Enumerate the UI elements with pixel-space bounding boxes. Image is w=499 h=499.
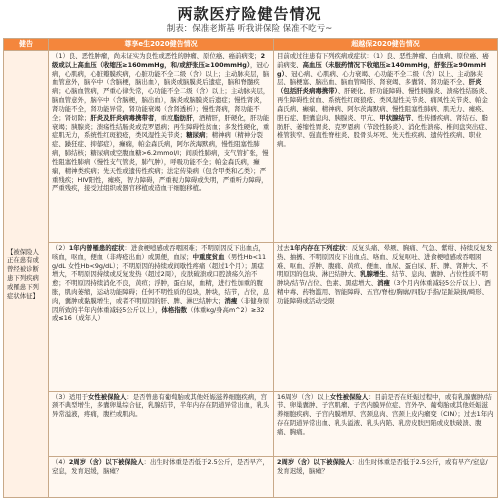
- highlight-text: 体格指数: [161, 305, 188, 314]
- page-subtitle: 制表：保准老斯基 听我讲保险 保准不吃亏~: [166, 24, 333, 34]
- body-text: ：是否曾患有葡萄胎或其他妊娠滋养细胞疾病，宫颈不典型增生，多囊卵巢综合征，乳腺结节，半年内存在阴道异常出血，乳头异常溢液，疼痛，腹栏或肌肉。: [52, 392, 270, 419]
- table-row: [4, 242, 498, 391]
- table-cell: [274, 51, 498, 243]
- cell-text: [277, 458, 494, 476]
- body-text: ，酒精肝，肝硬化，肝功能衰竭；胰腺炎；溃疡性结肠炎或克罗恩病；再生障碍性贫血；多发性硬化，重症肌无力，系统性红斑狼疮，类风湿性关节炎；: [52, 113, 270, 140]
- cell-text: [52, 52, 270, 193]
- health-disclosure-table: [3, 38, 498, 498]
- body-text: ，冠心病，心肌病，心脏瓣膜疾病，心脏功能不全二级（含）以上；主动脉夹层，脑血管意外，脑卒中（含脑梗，脑出血），脑炎或脑膜炎后遗症，脑和脊髓疾病；心脑血管病，严重心律失常，心功能不全二级（含）以上；主动脉夹层，脑血管意外，脑卒中（含脑梗，脑出血），脑炎或脑膜炎后遗症；慢性肾炎，肾功能不全，肾功能异常，肾功能衰竭（含肾透析）；慢性肾病，肾功能不全；肾切除；: [52, 60, 270, 122]
- body-text: ：目前是否在妊娠过程中，或有乳腺囊肿/结节、卵巢囊肿、子宫肌瘤、子宫内膜异位症、宫外孕、葡萄胎或其他妊娠滋养细胞疾病、子宫内膜增厚、宫颈息肉、宫颈上皮内瘤变（CIN）；过去1年内存在阴道异常出血、乳头溢液、乳头内陷、乳房皮肤凹陷或皮肤破溃、腹痛、胸痛。: [277, 392, 494, 436]
- table-cell: [49, 456, 274, 497]
- body-text: ：出生时体重是否低于2.5公斤，是否早产，窒息，发育迟缓，脑瘫？: [52, 457, 269, 475]
- body-text: （1）良、恶性肿瘤、白血病、原位癌、癌前病变、: [277, 52, 489, 69]
- body-text: ：进食梗噎感或吞咽困难；不明原因反下出血点，咳血，呕血，便血（非痔疮出血）或黑便，血尿；: [52, 243, 266, 261]
- body-text: 目前或过往患有下列疾病或症状：: [277, 52, 373, 60]
- table-row: [4, 391, 498, 456]
- column-header: 健告: [4, 39, 49, 51]
- highlight-text: 女性被保险人: [329, 392, 369, 401]
- cell-text: [52, 393, 270, 419]
- cell-text: [52, 458, 270, 476]
- cell-text: [277, 52, 494, 149]
- highlight-text: 2级或以上高血压（收缩压≥160mmHg，和/或舒张压≥100mmHg）: [52, 52, 266, 69]
- highlight-text: 脂肪肝: [173, 113, 193, 122]
- table-cell: [49, 242, 274, 391]
- body-text: （3个月内体重减轻5公斤以上）、酒精中毒、药物滥用、智能障碍、五官/脊柱/胸廓/四肢/手指/足趾缺损/畸形、功能障碍或活动受限: [277, 279, 491, 305]
- body-text: 过去: [277, 243, 290, 252]
- side-label: 【被保险人正在患有或曾经被诊断患下列疾病或罹患下列症状体征】: [7, 247, 39, 300]
- body-text: （2）: [52, 243, 69, 252]
- highlight-text: 高血压（未服药情况下收缩压≥140mmHg，舒张压≥90mmHg）: [277, 60, 487, 78]
- highlight-text: 消瘦: [377, 279, 390, 288]
- highlight-text: 1年内曾罹患的症状: [68, 243, 125, 252]
- highlight-text: 消瘦: [224, 296, 238, 305]
- highlight-text: 乳腺增生: [360, 270, 386, 279]
- table-cell: [274, 456, 498, 497]
- body-text: ；精神病（精神分裂症、躁狂症、抑郁症），癫痫，帕金森氏病，阿尔茨海默病，慢性阻塞性肺病，肺结核；糖尿病或空腹血糖>6.2mmol/l；间质性肺病，支气管扩张，慢性阻塞性肺病（慢性支气管炎，肺气肿），呼吸功能不全；帕金森氏病，癫痫，精神类疾病；先天性或遗传性疾病；法定传染病（包含甲类和乙类）；严重残疾；HIV阳性，瘫痪，智力障碍，严重视力障碍或失明，严重听力障碍，严重残疾，接受过组织或器官移植或造血干细胞移植。: [52, 131, 269, 193]
- body-text: 、肝硬化、肝功能障碍、慢性胰腺炎、溃疡性结肠炎、再生障碍性贫血、系统性红斑狼疮、类风湿性关节炎、痛风性关节炎、帕金森氏病、癫痫、精神病、阿尔茨海默病、慢性阻塞性肺病、肌无力、瘫痪、胆石症、胆囊息肉、胰腺炎、甲亢、: [277, 87, 492, 122]
- table-row: [4, 456, 498, 497]
- body-text: 、冠心病、心肌病、心力衰竭、心功能不全二级（含）以上、主动脉夹层、脑梗塞、脑出血、脑血管畸形、肾衰竭、多囊肾、肾功能不全、: [277, 69, 483, 87]
- table-cell: [49, 51, 274, 243]
- table-cell: [274, 391, 498, 456]
- table-header-row: [4, 39, 498, 51]
- column-header: 超越保2020健告情况: [274, 39, 498, 51]
- highlight-text: 糖尿病: [186, 131, 206, 140]
- body-text: ：出生时体重是否低于2.5公斤，或有早产/窒息/发育迟缓，脑瘫？: [277, 457, 488, 475]
- highlight-text: 2周岁（含）以下被保险人: [277, 457, 352, 466]
- body-text: ：反复头痛、晕厥、胸痛、气急、紫绀、持续反复发热、抽搐、不明原因皮下出血点、咯血、反复呕吐、进食梗噎感或吞咽困难、呕血、浮肿、腹痛、黄疸、便血、血尿、蛋白尿、肝、脾、肾肿大、不明原因的包块、淋巴结肿大、: [277, 243, 493, 279]
- highlight-text: 女性被保险人: [88, 392, 127, 401]
- body-text: 、结节、息肉、囊肿、占位性质不明肿块/结节/占位、色素、黑痣增大、: [277, 270, 488, 288]
- body-text: （3）适用于: [52, 392, 89, 401]
- highlight-text: 中重度贫血: [192, 252, 225, 261]
- highlight-text: 2周岁（含）以下被保险人: [68, 457, 144, 466]
- column-header: 尊享e生2020健告情况: [49, 39, 274, 51]
- cell-text: [52, 244, 270, 323]
- body-text: ，重度: [154, 113, 174, 122]
- body-text: （男性Hb<11g/dL 女性Hb<9g/dL）；不明原因的持续或间歇性疼痛（超过1个月）；黑痣增大，不明原因持续或反复发热（超过2周），皮肤破溃或口腔溃疡久治不愈；不明原因持续消化不良，黄疸；浮肿，蛋白尿，血精，进行性加重的腹胀，肌肉萎缩，运动功能障碍；任何不明性质的包块，肿块，结节，占位，息肉，囊肿或黏膜增生，或者不明原因的肝、脾、淋巴结肿大；: [52, 252, 270, 305]
- highlight-text: 肝炎（包括肝炎病毒携带）: [277, 78, 482, 96]
- body-text: （非健身原因所致的半年内体重减轻5公斤以上），: [52, 296, 270, 314]
- table-cell: [274, 242, 498, 391]
- body-text: 16周岁（含）以上: [277, 392, 330, 401]
- highlight-text: 肝炎及肝炎病毒携带者: [90, 113, 155, 122]
- highlight-text: 甲状腺结节: [379, 113, 412, 122]
- cell-text: [277, 244, 494, 306]
- side-label-cell: [4, 51, 49, 498]
- body-text: （1）良、恶性肿瘤，尚未证实为良性或恶性的肿瘤、原位癌、癌前病变；: [52, 52, 261, 60]
- table-row: [4, 51, 498, 243]
- body-text: 、性传播疾病、肾结石、脂肪肝、萎缩性胃炎、克罗恩病（节段性肠炎）、消化性溃疡、椎间盘突出症、椎管狭窄、强直性脊柱炎、股骨头坏死、先天性疾病、遗传性疾病、职业病。: [277, 113, 492, 149]
- body-text: （4）: [52, 457, 69, 466]
- highlight-text: 1年内存在下列症状: [289, 243, 346, 252]
- table-cell: [49, 391, 274, 456]
- page-title: 两款医疗险健告情况: [177, 5, 322, 23]
- body-text: （体重kg/身高m^2）≥32或≤16（成年人）: [52, 305, 265, 323]
- cell-text: [277, 393, 494, 437]
